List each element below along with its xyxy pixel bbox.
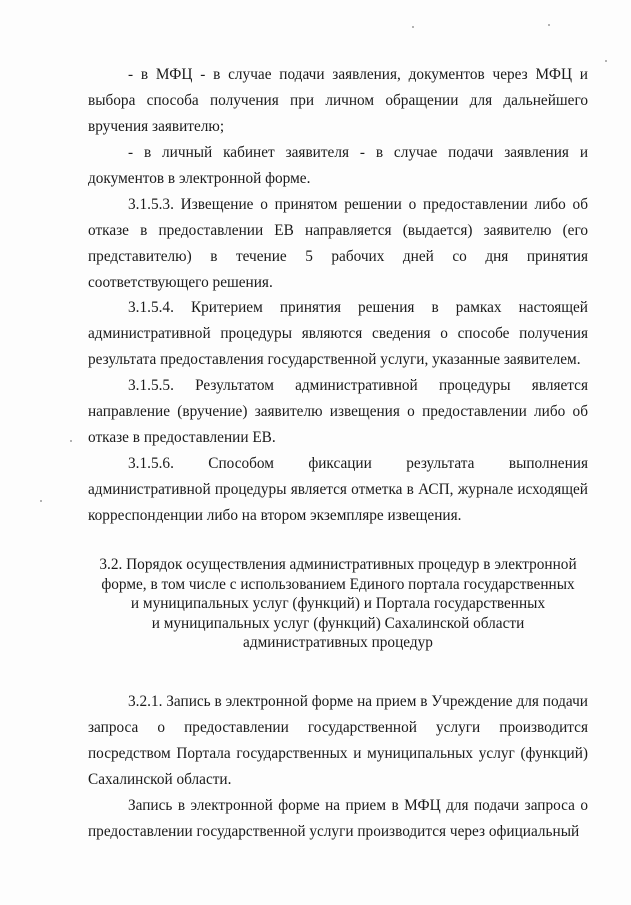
heading-line: 3.2. Порядок осуществления административных процедур в электронной xyxy=(99,556,577,573)
scan-speck xyxy=(412,26,414,28)
paragraph-3-1-5-4: 3.1.5.4. Критерием принятия решения в рамках настоящей административной процедуры являются сведения о способе получения результата предоставления государственной услуги, указанные заявителем. xyxy=(88,299,588,368)
heading-line: и муниципальных услуг (функций) Сахалинской области xyxy=(151,614,525,632)
scan-speck xyxy=(548,24,550,26)
scan-speck xyxy=(40,500,42,502)
heading-line: форме, в том числе с использованием Единого портала государственных xyxy=(101,575,575,593)
paragraph-3-2-1: 3.2.1. Запись в электронной форме на прием в Учреждение для подачи запроса о предоставлении государственной услуги производится посредством Портала государственных и муниципальных услуг (функций) Сахалинской области. xyxy=(88,693,588,788)
paragraph-mfc-appointment: Запись в электронной форме на прием в МФЦ для подачи запроса о предоставлении государственной услуги производится через официальный xyxy=(88,797,588,840)
section-heading-3-2 xyxy=(88,555,588,653)
paragraph-3-1-5-3: 3.1.5.3. Извещение о принятом решении о предоставлении либо об отказе в предоставлении ЕВ направляется (выдается) заявителю (его представителю) в течение 5 рабочих дней со дня принятия соответствующего решения. xyxy=(88,196,588,291)
paragraph-3-1-5-5: 3.1.5.5. Результатом административной процедуры является направление (вручение) заявителю извещения о предоставлении либо об отказе в предоставлении ЕВ. xyxy=(88,377,588,446)
paragraph-personal-account: - в личный кабинет заявителя - в случае подачи заявления и документов в электронной форме. xyxy=(88,144,588,187)
paragraph-3-1-5-6: 3.1.5.6. Способом фиксации результата выполнения административной процедуры является отметка в АСП, журнале исходящей корреспонденции либо на втором экземпляре извещения. xyxy=(88,455,588,524)
paragraph-mfc-delivery: - в МФЦ - в случае подачи заявления, документов через МФЦ и выбора способа получения при личном обращении для дальнейшего вручения заявителю; xyxy=(88,66,588,135)
heading-line: административных процедур xyxy=(243,634,433,651)
heading-line: и муниципальных услуг (функций) и Портала государственных xyxy=(130,595,546,612)
scan-speck xyxy=(605,60,607,62)
scan-speck xyxy=(70,440,72,442)
